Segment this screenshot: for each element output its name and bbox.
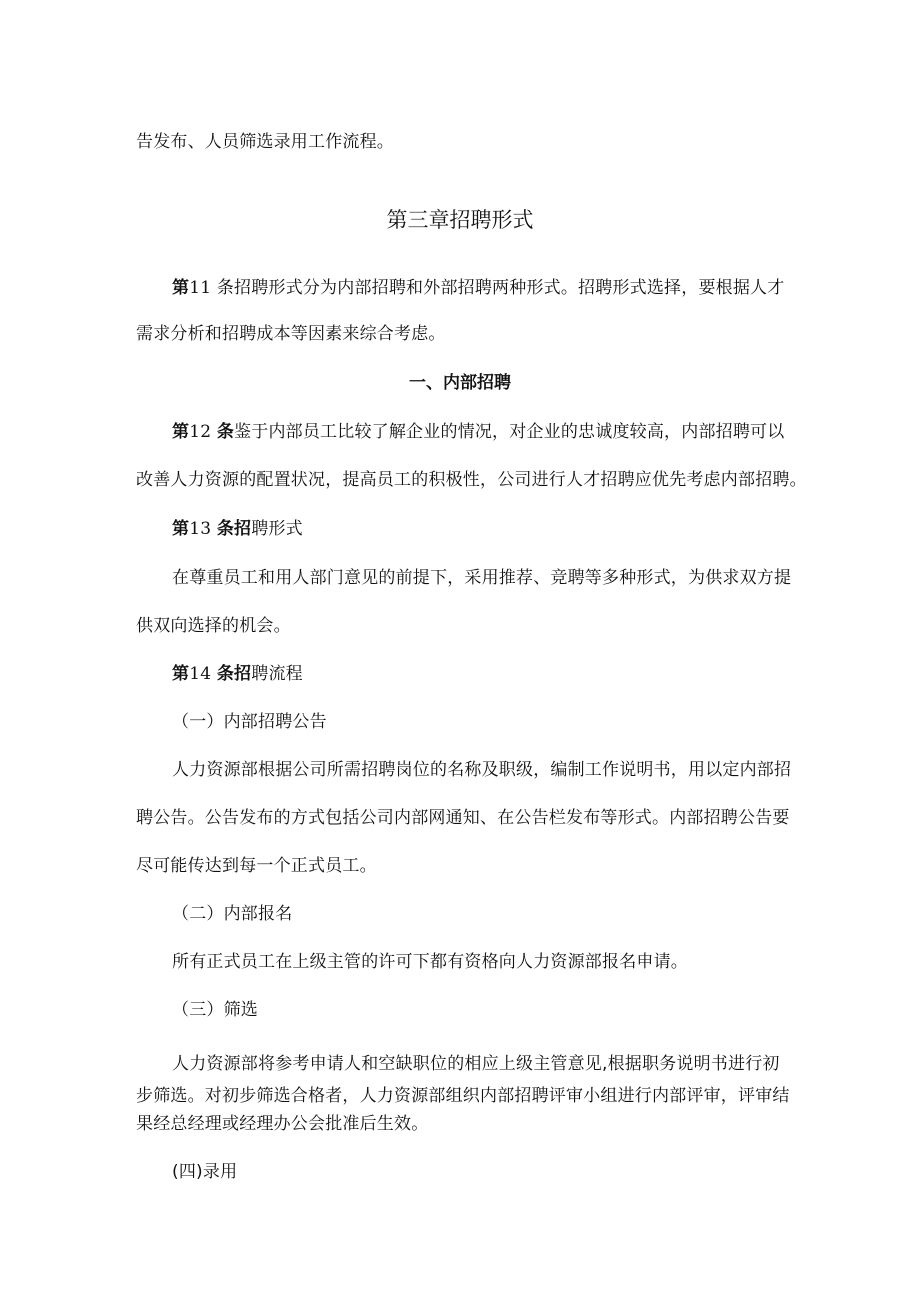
article-12-line-1	[172, 420, 784, 444]
article-14-prefix: 第	[172, 664, 190, 684]
step-2-heading: （二）内部报名	[172, 904, 293, 924]
article-13-prefix: 第	[172, 519, 190, 539]
step-1-line-3: 尽可能传达到每一个正式员工。	[136, 856, 377, 876]
step-3-line-2: 步筛选。对初步筛选合格者，人力资源部组织内部招聘评审小组进行内部评审，评审结	[136, 1086, 790, 1106]
continuation-line: 告发布、人员筛选录用工作流程。	[136, 132, 394, 152]
step-4-heading: (四)录用	[172, 1162, 238, 1182]
step-1-line-1: 人力资源部根据公司所需招聘岗位的名称及职级，编制工作说明书，用以定内部招	[172, 760, 792, 780]
article-14-label: 条招	[216, 664, 252, 684]
article-12-number: 12	[189, 422, 212, 442]
article-13-para-line-1: 在尊重员工和用人部门意见的前提下，采用推荐、竞聘等多种形式，为供求双方提	[172, 568, 792, 588]
step-3-line-1: 人力资源部将参考申请人和空缺职位的相应上级主管意见,根据职务说明书进行初	[172, 1054, 780, 1074]
article-12-line-2: 改善人力资源的配置状况，提高员工的积极性，公司进行人才招聘应优先考虑内部招聘。	[136, 470, 807, 490]
article-13-heading	[172, 517, 303, 541]
article-12-label: 条	[216, 422, 235, 442]
step-3-heading: （三）筛选	[172, 1000, 258, 1020]
article-13-title: 聘形式	[251, 519, 303, 539]
article-14-title: 聘流程	[251, 664, 303, 684]
article-13-para-line-2: 供双向选择的机会。	[136, 616, 291, 636]
article-11-prefix: 第	[172, 278, 190, 298]
step-1-line-2: 聘公告。公告发布的方式包括公司内部网通知、在公告栏发布等形式。内部招聘公告要	[136, 808, 790, 828]
step-3-line-3: 果经总经理或经理办公会批准后生效。	[136, 1114, 429, 1134]
article-14-heading	[172, 662, 303, 686]
article-13-label: 条招	[216, 519, 252, 539]
article-11-number: 11	[189, 278, 212, 298]
article-11-line-2: 需求分析和招聘成本等因素来综合考虑。	[136, 324, 446, 344]
article-13-number: 13	[189, 519, 212, 539]
step-1-heading: （一）内部招聘公告	[172, 712, 327, 732]
chapter-title: 第三章招聘形式	[386, 208, 534, 232]
article-11-text: 条招聘形式分为内部招聘和外部招聘两种形式。招聘形式选择，要根据人才	[216, 278, 785, 298]
section-internal-recruitment-title: 一、内部招聘	[409, 373, 511, 393]
article-12-prefix: 第	[172, 422, 190, 442]
article-11-line-1	[172, 276, 784, 300]
article-14-number: 14	[189, 664, 212, 684]
step-2-line-1: 所有正式员工在上级主管的许可下都有资格向人力资源部报名申请。	[172, 952, 688, 972]
article-12-text: 鉴于内部员工比较了解企业的情况，对企业的忠诚度较高，内部招聘可以	[234, 422, 785, 442]
